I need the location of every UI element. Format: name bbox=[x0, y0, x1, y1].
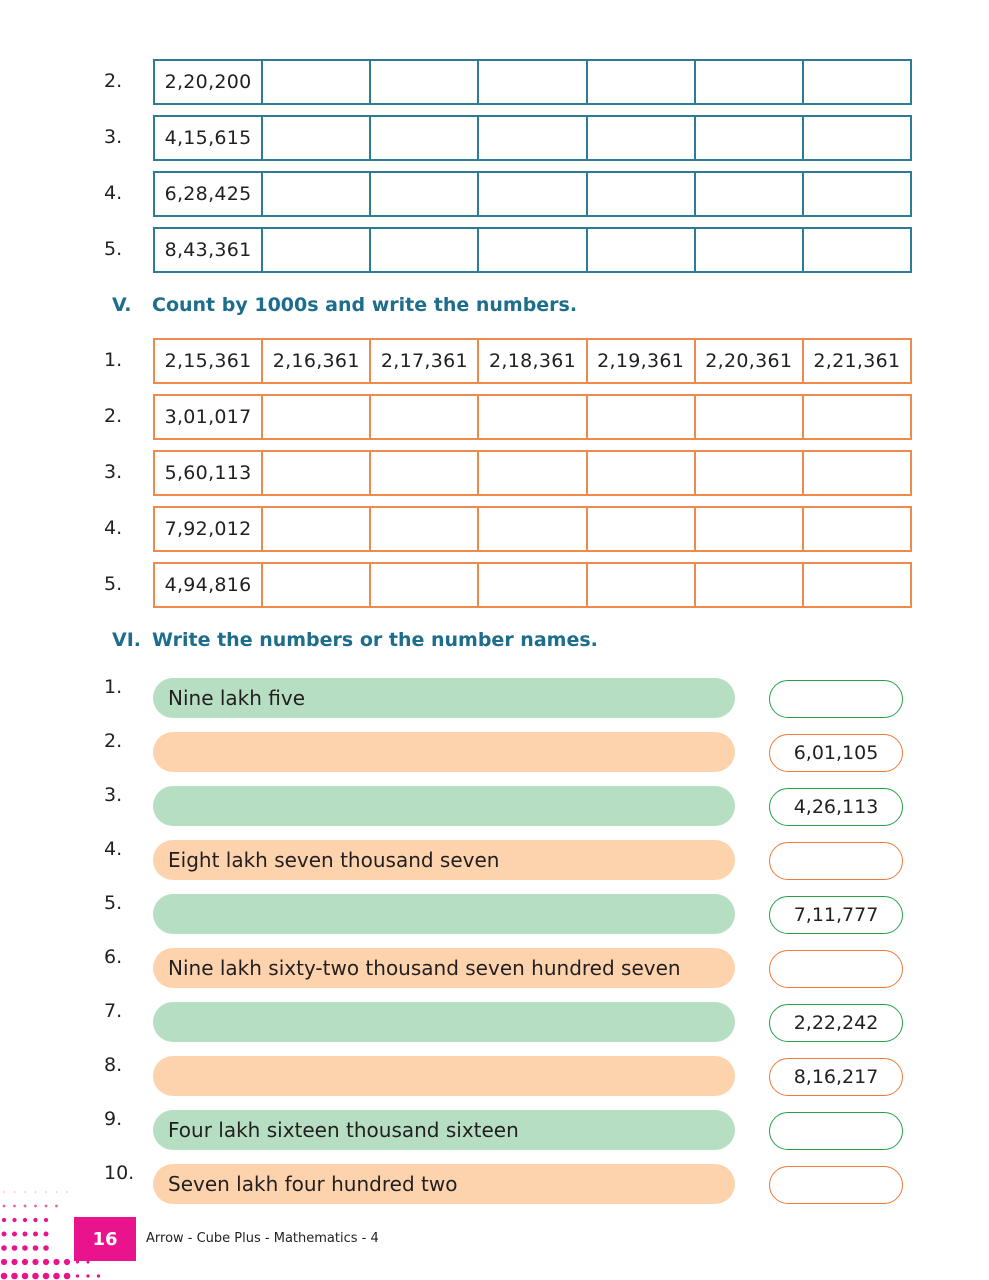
decor-dot bbox=[53, 1273, 60, 1280]
answer-cell[interactable] bbox=[369, 61, 477, 103]
answer-cell[interactable] bbox=[586, 452, 694, 494]
answer-cell[interactable] bbox=[261, 508, 369, 550]
answer-cell[interactable] bbox=[586, 229, 694, 271]
number-name-pill[interactable] bbox=[153, 732, 735, 772]
number-answer-box[interactable] bbox=[769, 842, 903, 880]
answer-cell[interactable] bbox=[369, 396, 477, 438]
answer-cell[interactable] bbox=[369, 117, 477, 159]
decor-dot bbox=[86, 1274, 89, 1277]
decor-dot bbox=[97, 1274, 100, 1277]
answer-cell[interactable] bbox=[261, 61, 369, 103]
answer-cell[interactable] bbox=[261, 117, 369, 159]
decor-dot bbox=[11, 1259, 17, 1265]
decor-dot bbox=[3, 1191, 5, 1193]
decor-dot bbox=[24, 1191, 26, 1193]
number-name-pill: Seven lakh four hundred two bbox=[153, 1164, 735, 1204]
number-name-pill: Nine lakh five bbox=[153, 678, 735, 718]
section-vi-roman: VI. bbox=[112, 629, 141, 651]
decor-dot bbox=[44, 1218, 48, 1222]
footer-book-title: Arrow - Cube Plus - Mathematics - 4 bbox=[146, 1231, 379, 1246]
item-number: 1. bbox=[104, 676, 123, 698]
decor-dot bbox=[2, 1232, 7, 1237]
table-row bbox=[153, 115, 912, 161]
row-number: 1. bbox=[104, 349, 123, 371]
section-v-title: Count by 1000s and write the numbers. bbox=[152, 294, 578, 316]
number-name-pill[interactable] bbox=[153, 1056, 735, 1096]
row-number: 2. bbox=[104, 70, 123, 92]
decor-dot bbox=[11, 1273, 18, 1280]
page-number-badge: 16 bbox=[74, 1217, 136, 1261]
answer-cell[interactable] bbox=[477, 117, 585, 159]
answer-cell[interactable] bbox=[369, 452, 477, 494]
item-number: 3. bbox=[104, 784, 123, 806]
answer-cell[interactable] bbox=[369, 173, 477, 215]
decor-dot bbox=[12, 1232, 17, 1237]
item-number: 8. bbox=[104, 1054, 123, 1076]
item-number: 9. bbox=[104, 1108, 123, 1130]
number-name-pill: Four lakh sixteen thousand sixteen bbox=[153, 1110, 735, 1150]
decor-dot bbox=[66, 1191, 68, 1193]
decor-dot bbox=[33, 1232, 38, 1237]
decor-dot bbox=[22, 1259, 28, 1265]
answer-cell[interactable] bbox=[802, 396, 910, 438]
item-number: 10. bbox=[104, 1162, 135, 1184]
number-answer-box: 8,16,217 bbox=[769, 1058, 903, 1096]
answer-cell[interactable] bbox=[261, 396, 369, 438]
number-answer-box: 2,22,242 bbox=[769, 1004, 903, 1042]
section-v-roman: V. bbox=[112, 294, 132, 316]
table-row bbox=[153, 394, 912, 440]
answer-cell[interactable] bbox=[477, 173, 585, 215]
decor-dot bbox=[43, 1259, 49, 1265]
section-v-heading bbox=[112, 294, 577, 316]
decor-dot bbox=[23, 1218, 27, 1222]
answer-cell: 2,18,361 bbox=[477, 340, 585, 382]
answer-cell[interactable] bbox=[477, 508, 585, 550]
answer-cell[interactable] bbox=[261, 452, 369, 494]
decor-dot bbox=[12, 1218, 16, 1222]
row-number: 4. bbox=[104, 182, 123, 204]
number-name-pill[interactable] bbox=[153, 786, 735, 826]
decor-dot bbox=[64, 1259, 70, 1265]
answer-cell[interactable] bbox=[802, 61, 910, 103]
answer-cell[interactable] bbox=[694, 452, 802, 494]
decor-dot bbox=[45, 1191, 47, 1193]
answer-cell: 2,17,361 bbox=[369, 340, 477, 382]
start-number-cell: 5,60,113 bbox=[164, 462, 252, 484]
table-row bbox=[153, 450, 912, 496]
start-number-cell: 2,20,200 bbox=[164, 71, 252, 93]
answer-cell[interactable] bbox=[694, 229, 802, 271]
number-answer-box: 7,11,777 bbox=[769, 896, 903, 934]
number-answer-box[interactable] bbox=[769, 1112, 903, 1150]
table-row bbox=[153, 562, 912, 608]
start-number-cell: 3,01,017 bbox=[164, 406, 252, 428]
decor-dot bbox=[53, 1259, 59, 1265]
answer-cell[interactable] bbox=[802, 229, 910, 271]
table-row bbox=[153, 59, 912, 105]
answer-cell[interactable] bbox=[586, 396, 694, 438]
number-name-pill: Nine lakh sixty-two thousand seven hundred seven bbox=[153, 948, 735, 988]
answer-cell[interactable] bbox=[477, 564, 585, 606]
decor-dot bbox=[3, 1205, 6, 1208]
decor-dot bbox=[33, 1218, 37, 1222]
decor-dot bbox=[33, 1245, 39, 1251]
row-number: 3. bbox=[104, 126, 123, 148]
decor-dot bbox=[1, 1245, 7, 1251]
answer-cell[interactable] bbox=[586, 564, 694, 606]
start-number-cell: 2,15,361 bbox=[164, 350, 252, 372]
answer-cell[interactable] bbox=[586, 508, 694, 550]
number-name-pill[interactable] bbox=[153, 1002, 735, 1042]
answer-cell[interactable] bbox=[261, 564, 369, 606]
decor-dot bbox=[24, 1205, 27, 1208]
answer-cell[interactable] bbox=[369, 229, 477, 271]
answer-cell[interactable] bbox=[369, 508, 477, 550]
table-row bbox=[153, 506, 912, 552]
decor-dot bbox=[22, 1245, 28, 1251]
answer-cell[interactable] bbox=[477, 452, 585, 494]
answer-cell[interactable] bbox=[802, 564, 910, 606]
decor-dot bbox=[43, 1273, 50, 1280]
start-number-cell: 7,92,012 bbox=[164, 518, 252, 540]
answer-cell[interactable] bbox=[802, 117, 910, 159]
number-answer-box[interactable] bbox=[769, 680, 903, 718]
row-number: 5. bbox=[104, 573, 123, 595]
number-answer-box: 6,01,105 bbox=[769, 734, 903, 772]
answer-cell[interactable] bbox=[477, 229, 585, 271]
answer-cell[interactable] bbox=[477, 396, 585, 438]
answer-cell[interactable] bbox=[586, 173, 694, 215]
start-number-cell: 6,28,425 bbox=[164, 183, 252, 205]
number-answer-box: 4,26,113 bbox=[769, 788, 903, 826]
answer-cell[interactable] bbox=[694, 508, 802, 550]
answer-cell[interactable] bbox=[802, 452, 910, 494]
decor-dot bbox=[34, 1205, 37, 1208]
answer-cell: 2,19,361 bbox=[586, 340, 694, 382]
decor-dot bbox=[76, 1274, 79, 1277]
decor-dot bbox=[1, 1273, 8, 1280]
decor-dot bbox=[23, 1232, 28, 1237]
answer-cell[interactable] bbox=[477, 61, 585, 103]
decor-dot bbox=[55, 1205, 58, 1208]
start-number-cell: 4,15,615 bbox=[164, 127, 252, 149]
item-number: 4. bbox=[104, 838, 123, 860]
section-vi-title: Write the numbers or the number names. bbox=[152, 629, 598, 651]
number-answer-box[interactable] bbox=[769, 950, 903, 988]
item-number: 2. bbox=[104, 730, 123, 752]
number-name-pill[interactable] bbox=[153, 894, 735, 934]
start-number-cell: 4,94,816 bbox=[164, 574, 252, 596]
answer-cell[interactable] bbox=[802, 173, 910, 215]
answer-cell: 2,20,361 bbox=[694, 340, 802, 382]
row-number: 5. bbox=[104, 238, 123, 260]
table-row bbox=[153, 171, 912, 217]
decor-dot bbox=[14, 1191, 16, 1193]
answer-cell[interactable] bbox=[261, 229, 369, 271]
item-number: 6. bbox=[104, 946, 123, 968]
item-number: 7. bbox=[104, 1000, 123, 1022]
answer-cell: 2,21,361 bbox=[802, 340, 910, 382]
answer-cell[interactable] bbox=[586, 61, 694, 103]
answer-cell[interactable] bbox=[694, 61, 802, 103]
start-number-cell: 8,43,361 bbox=[164, 239, 252, 261]
answer-cell[interactable] bbox=[694, 117, 802, 159]
number-name-pill: Eight lakh seven thousand seven bbox=[153, 840, 735, 880]
answer-cell[interactable] bbox=[694, 564, 802, 606]
decor-dot bbox=[44, 1232, 49, 1237]
decor-dot bbox=[1, 1259, 7, 1265]
table-row bbox=[153, 227, 912, 273]
number-answer-box[interactable] bbox=[769, 1166, 903, 1204]
row-number: 3. bbox=[104, 461, 123, 483]
item-number: 5. bbox=[104, 892, 123, 914]
decor-dot bbox=[32, 1259, 38, 1265]
decor-dot bbox=[22, 1273, 29, 1280]
decor-dot bbox=[2, 1218, 6, 1222]
decor-dot bbox=[35, 1191, 37, 1193]
decor-dot bbox=[45, 1205, 48, 1208]
answer-cell[interactable] bbox=[261, 173, 369, 215]
decor-dot bbox=[13, 1205, 16, 1208]
answer-cell[interactable] bbox=[802, 508, 910, 550]
decor-dot bbox=[56, 1191, 58, 1193]
answer-cell[interactable] bbox=[586, 117, 694, 159]
row-number: 4. bbox=[104, 517, 123, 539]
decor-dot bbox=[12, 1245, 18, 1251]
decor-dot bbox=[32, 1273, 39, 1280]
section-vi-heading bbox=[112, 629, 598, 651]
table-row bbox=[153, 338, 912, 384]
decor-dot bbox=[64, 1273, 71, 1280]
decor-dot bbox=[43, 1245, 49, 1251]
row-number: 2. bbox=[104, 405, 123, 427]
answer-cell: 2,16,361 bbox=[261, 340, 369, 382]
answer-cell[interactable] bbox=[694, 173, 802, 215]
answer-cell[interactable] bbox=[369, 564, 477, 606]
answer-cell[interactable] bbox=[694, 396, 802, 438]
